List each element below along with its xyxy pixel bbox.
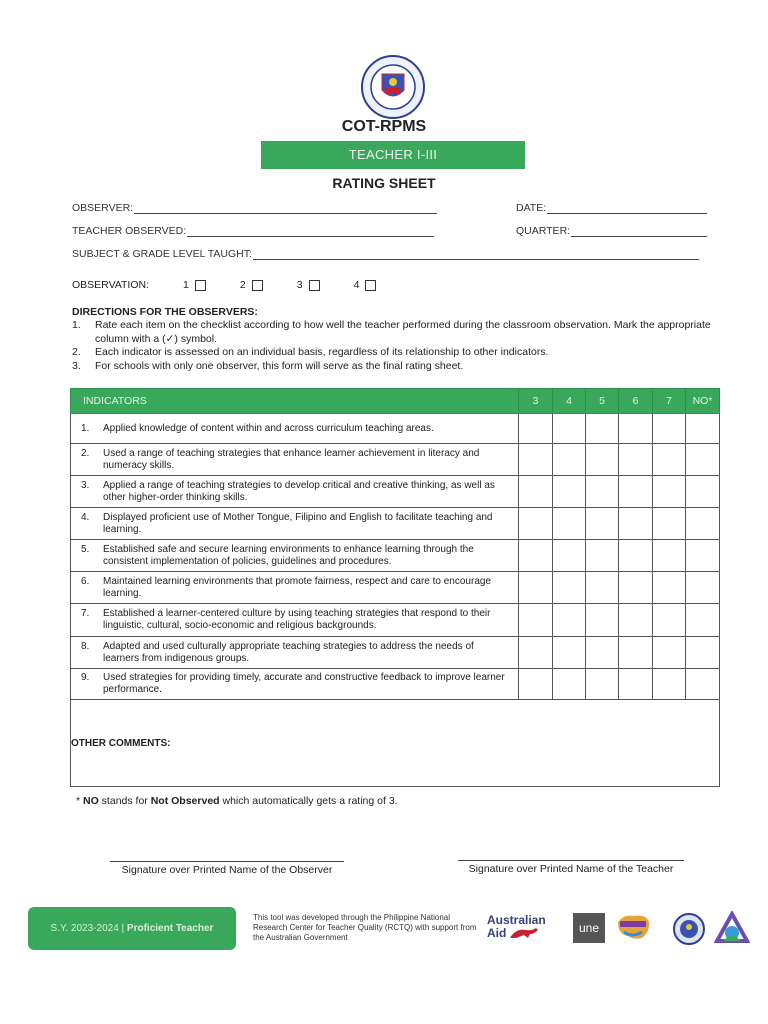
indicator-text: Applied a range of teaching strategies to develop critical and creative thinking, as well as other higher-order thinking skills. bbox=[103, 479, 495, 503]
indicator-number: 9. bbox=[81, 672, 90, 683]
date-field[interactable] bbox=[516, 202, 707, 214]
school-year-text: S.Y. 2023-2024 | bbox=[50, 923, 125, 934]
indicator-row bbox=[71, 637, 720, 669]
rating-cell-3[interactable] bbox=[519, 508, 553, 540]
rating-cell-5[interactable] bbox=[586, 540, 619, 572]
proficient-teacher-text: Proficient Teacher bbox=[126, 923, 214, 934]
observation-option-3[interactable]: 3 bbox=[297, 279, 320, 291]
checkbox[interactable] bbox=[309, 280, 320, 291]
observation-option-4[interactable]: 4 bbox=[354, 279, 377, 291]
indicator-row bbox=[71, 476, 720, 508]
observer-signature[interactable]: Signature over Printed Name of the Observer bbox=[110, 861, 344, 876]
rating-cell-3[interactable] bbox=[519, 604, 553, 637]
directions-list bbox=[72, 319, 712, 373]
rating-cell-5[interactable] bbox=[586, 637, 619, 669]
rating-cell-6[interactable] bbox=[619, 540, 653, 572]
rating-cell-4[interactable] bbox=[553, 540, 586, 572]
indicator-cell bbox=[71, 669, 519, 700]
school-year-band bbox=[28, 907, 236, 950]
rating-cell-no[interactable] bbox=[686, 414, 720, 444]
rating-cell-5[interactable] bbox=[586, 476, 619, 508]
indicator-text: Used strategies for providing timely, accurate and constructive feedback to improve learner performance. bbox=[103, 672, 505, 695]
rating-cell-6[interactable] bbox=[619, 508, 653, 540]
quarter-line[interactable] bbox=[571, 226, 707, 237]
rating-cell-3[interactable] bbox=[519, 540, 553, 572]
rating-cell-no[interactable] bbox=[686, 476, 720, 508]
rating-cell-no[interactable] bbox=[686, 669, 720, 700]
rating-cell-7[interactable] bbox=[653, 669, 686, 700]
teacher-observed-label: TEACHER OBSERVED: bbox=[72, 225, 187, 237]
directions-title: DIRECTIONS FOR THE OBSERVERS: bbox=[72, 306, 258, 318]
direction-item: 2. Each indicator is assessed on an individual basis, regardless of its relationship to other indicators. bbox=[72, 346, 549, 358]
rating-cell-7[interactable] bbox=[653, 572, 686, 604]
rating-cell-3[interactable] bbox=[519, 444, 553, 476]
rating-cell-6[interactable] bbox=[619, 604, 653, 637]
indicator-text: Established safe and secure learning environments to enhance learning through the consistent implementation of policies, guidelines and procedures. bbox=[103, 543, 474, 567]
rating-cell-4[interactable] bbox=[553, 572, 586, 604]
checkbox[interactable] bbox=[252, 280, 263, 291]
rating-cell-no[interactable] bbox=[686, 572, 720, 604]
rating-cell-7[interactable] bbox=[653, 508, 686, 540]
other-comments-row bbox=[71, 700, 720, 787]
checkbox[interactable] bbox=[365, 280, 376, 291]
observation-row bbox=[72, 279, 376, 291]
rating-cell-6[interactable] bbox=[619, 572, 653, 604]
rctq-credit: This tool was developed through the Philippine National Research Center for Teacher Quality (RCTQ) with support from the Australian Government bbox=[253, 913, 477, 942]
rating-cell-7[interactable] bbox=[653, 540, 686, 572]
subject-grade-label: SUBJECT & GRADE LEVEL TAUGHT: bbox=[72, 248, 252, 260]
rating-cell-6[interactable] bbox=[619, 637, 653, 669]
teacher-observed-line[interactable] bbox=[187, 226, 434, 237]
indicator-cell bbox=[71, 476, 519, 508]
indicator-text: Adapted and used culturally appropriate teaching strategies to address the needs of learners from indigenous groups. bbox=[103, 640, 474, 664]
rating-cell-3[interactable] bbox=[519, 476, 553, 508]
indicator-text: Established a learner-centered culture by using teaching strategies that respond to their linguistic, cultural, socio-economic and religious backgrounds. bbox=[103, 608, 491, 631]
indicator-cell bbox=[71, 604, 519, 637]
direction-item: 3. For schools with only one observer, this form will serve as the final rating sheet. bbox=[72, 359, 464, 372]
indicator-row bbox=[71, 508, 720, 540]
rating-cell-no[interactable] bbox=[686, 540, 720, 572]
rating-cell-5[interactable] bbox=[586, 444, 619, 476]
indicator-cell bbox=[71, 414, 519, 444]
indicator-text: Displayed proficient use of Mother Tongue, Filipino and English to facilitate teaching and learning. bbox=[103, 511, 493, 535]
deped-seal-logo bbox=[360, 54, 426, 120]
indicator-text: Used a range of teaching strategies that enhance learner achievement in literacy and numeracy skills. bbox=[103, 447, 480, 471]
indicator-row bbox=[71, 444, 720, 476]
rating-header-6: 6 bbox=[619, 389, 653, 414]
rating-cell-7[interactable] bbox=[653, 604, 686, 637]
rating-cell-5[interactable] bbox=[586, 508, 619, 540]
quarter-label: QUARTER: bbox=[516, 225, 571, 237]
rating-cell-6[interactable] bbox=[619, 476, 653, 508]
simera-logo bbox=[614, 912, 652, 947]
subject-grade-line[interactable] bbox=[253, 249, 699, 260]
rating-cell-no[interactable] bbox=[686, 444, 720, 476]
indicator-number: 6. bbox=[81, 575, 90, 587]
indicator-cell bbox=[71, 572, 519, 604]
deped-circle-logo bbox=[672, 912, 706, 951]
rating-cell-5[interactable] bbox=[586, 604, 619, 637]
indicator-cell bbox=[71, 637, 519, 669]
other-comments-label: OTHER COMMENTS: bbox=[71, 737, 171, 749]
rating-cell-5[interactable] bbox=[586, 414, 619, 444]
indicator-row bbox=[71, 414, 720, 444]
checkbox[interactable] bbox=[195, 280, 206, 291]
une-logo: une bbox=[573, 913, 605, 943]
rating-cell-4[interactable] bbox=[553, 508, 586, 540]
kangaroo-icon bbox=[506, 926, 542, 940]
date-label: DATE: bbox=[516, 202, 547, 214]
rating-header-no: NO* bbox=[686, 389, 720, 414]
rating-cell-no[interactable] bbox=[686, 508, 720, 540]
indicator-row bbox=[71, 540, 720, 572]
indicator-number: 2. bbox=[81, 447, 90, 459]
indicator-cell bbox=[71, 540, 519, 572]
indicator-number: 8. bbox=[81, 640, 90, 652]
date-line[interactable] bbox=[547, 203, 707, 214]
rating-cell-6[interactable] bbox=[619, 414, 653, 444]
quarter-field[interactable] bbox=[516, 225, 707, 237]
rating-cell-4[interactable] bbox=[553, 637, 586, 669]
indicator-number: 3. bbox=[81, 479, 90, 491]
indicator-cell bbox=[71, 508, 519, 540]
rating-cell-6[interactable] bbox=[619, 444, 653, 476]
rating-cell-4[interactable] bbox=[553, 604, 586, 637]
rctq-logo bbox=[714, 911, 750, 952]
indicator-number: 4. bbox=[81, 511, 90, 523]
teacher-signature[interactable]: Signature over Printed Name of the Teacher bbox=[458, 860, 684, 875]
observer-line[interactable] bbox=[134, 203, 437, 214]
rating-cell-4[interactable] bbox=[553, 444, 586, 476]
rating-cell-3[interactable] bbox=[519, 669, 553, 700]
other-comments-box[interactable] bbox=[71, 700, 720, 787]
rating-cell-3[interactable] bbox=[519, 414, 553, 444]
rating-cell-5[interactable] bbox=[586, 669, 619, 700]
indicator-row bbox=[71, 604, 720, 637]
indicators-table bbox=[70, 388, 720, 787]
australian-aid-logo: Australian Aid bbox=[487, 913, 546, 940]
rating-cell-7[interactable] bbox=[653, 414, 686, 444]
rating-cell-no[interactable] bbox=[686, 604, 720, 637]
indicator-row bbox=[71, 572, 720, 604]
rating-cell-7[interactable] bbox=[653, 444, 686, 476]
rating-sheet-subtitle: RATING SHEET bbox=[332, 175, 436, 191]
rating-cell-7[interactable] bbox=[653, 476, 686, 508]
rating-cell-7[interactable] bbox=[653, 637, 686, 669]
direction-item: 1. Rate each item on the checklist according to how well the teacher performed during the classroom observation. Mark the appropriate column with a (✓) symbol. bbox=[72, 319, 711, 345]
indicators-header: INDICATORS bbox=[71, 389, 519, 414]
rating-cell-6[interactable] bbox=[619, 669, 653, 700]
indicator-number: 1. bbox=[81, 422, 90, 434]
footnote: * NO stands for Not Observed which automatically gets a rating of 3. bbox=[76, 795, 398, 807]
rating-header-7: 7 bbox=[653, 389, 686, 414]
rating-header-4: 4 bbox=[553, 389, 586, 414]
table-header-row bbox=[71, 389, 720, 414]
footnote-not-observed: Not Observed bbox=[150, 795, 220, 807]
observer-label: OBSERVER: bbox=[72, 202, 134, 214]
indicator-cell bbox=[71, 444, 519, 476]
rating-cell-4[interactable] bbox=[553, 414, 586, 444]
indicator-text: Applied knowledge of content within and across curriculum teaching areas. bbox=[103, 422, 434, 434]
subject-grade-field[interactable] bbox=[72, 248, 699, 260]
observation-option-2[interactable]: 2 bbox=[240, 279, 263, 291]
indicator-row bbox=[71, 669, 720, 700]
observer-field[interactable] bbox=[72, 202, 437, 214]
rating-header-5: 5 bbox=[586, 389, 619, 414]
rating-cell-no[interactable] bbox=[686, 637, 720, 669]
rating-cell-4[interactable] bbox=[553, 669, 586, 700]
rating-cell-4[interactable] bbox=[553, 476, 586, 508]
teacher-level-band: TEACHER I-III bbox=[261, 141, 525, 169]
page-title: COT-RPMS bbox=[341, 118, 427, 135]
rating-header-3: 3 bbox=[519, 389, 553, 414]
observation-label: OBSERVATION: bbox=[72, 279, 150, 291]
rating-cell-3[interactable] bbox=[519, 637, 553, 669]
teacher-observed-field[interactable] bbox=[72, 225, 434, 237]
footnote-no: NO bbox=[83, 795, 99, 807]
rating-cell-3[interactable] bbox=[519, 572, 553, 604]
indicator-number: 7. bbox=[81, 608, 90, 619]
observation-option-1[interactable]: 1 bbox=[183, 279, 206, 291]
indicator-number: 5. bbox=[81, 543, 90, 555]
indicator-text: Maintained learning environments that promote fairness, respect and care to encourage learning. bbox=[103, 575, 492, 599]
rating-cell-5[interactable] bbox=[586, 572, 619, 604]
